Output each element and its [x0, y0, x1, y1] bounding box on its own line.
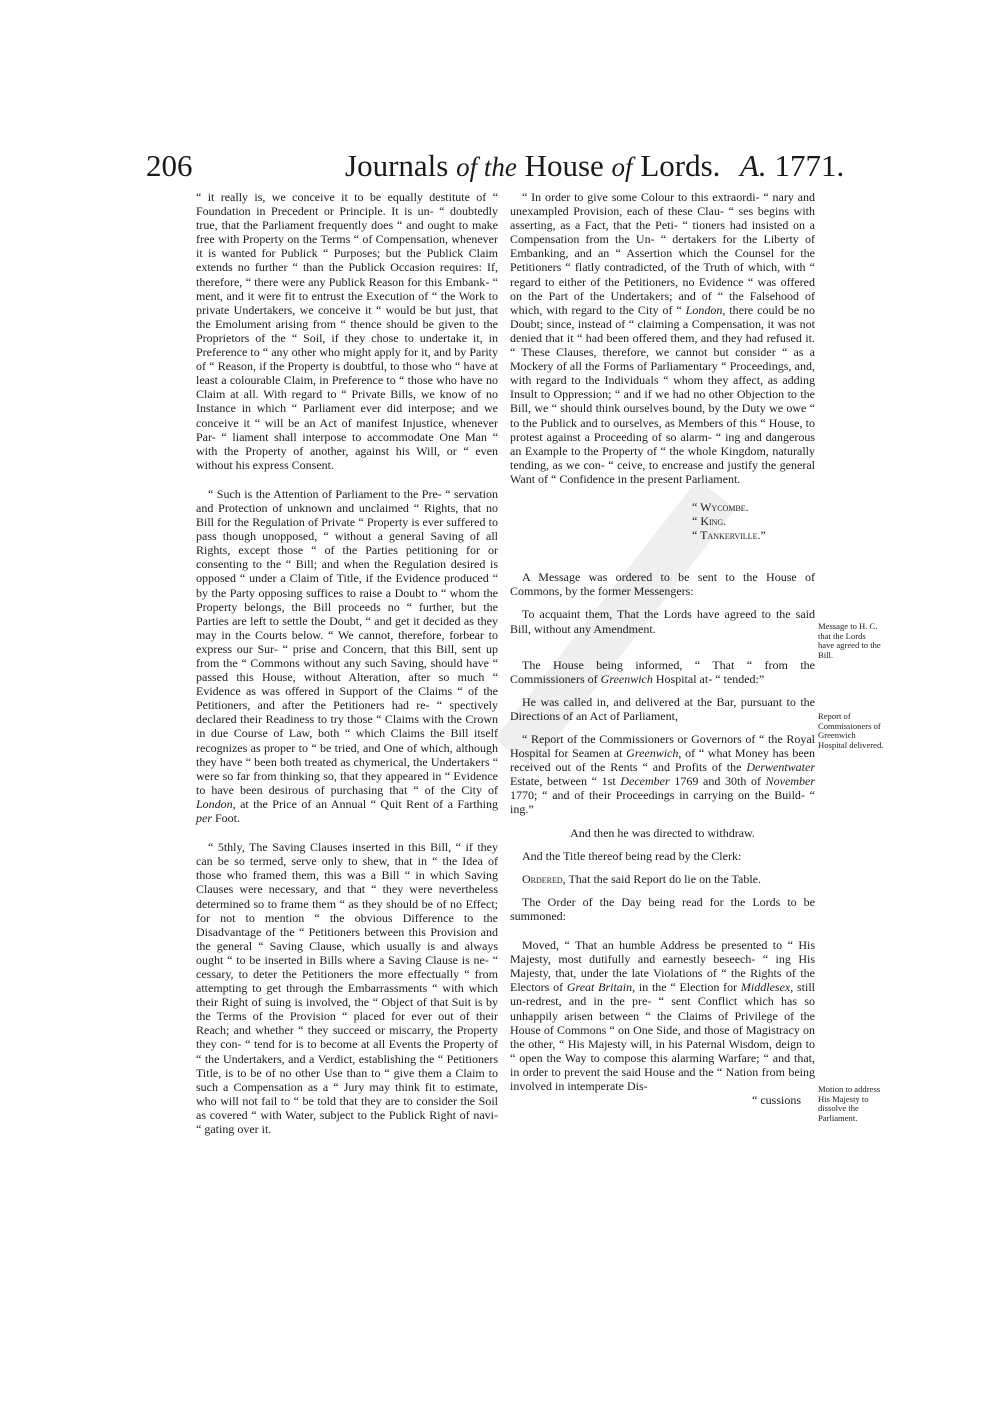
left-column	[196, 190, 498, 1136]
message-paragraph: A Message was ordered to be sent to the House of Commons, by the former Messengers:	[510, 570, 815, 599]
order-of-day-paragraph: The Order of the Day being read for the Lords to be summoned:	[510, 894, 815, 923]
protest-paragraph-3: “ 5thly, The Saving Clauses inserted in this Bill, “ if they can be so termed, serve only to shew, that in “ the Idea of those who framed them, this was a Bill “ in which Saving Clauses were necessary, and that “ they were nevertheless determined so to frame them “ as they should be of no Effect; for not to mention “ the obvious Difference to the Disadvantage of the “ Petitioners between this Provision and the general “ Saving Clause, which usually is and always ought “ to be inserted in Bills where a Saving Clause is ne- “ cessary, to deter the Petitioners the more effectually “ from attempting to get through the Embarrassments “ with which their Right of suing is involved, the “ Object of that Suit is by the Terms of the Provision “ placed for ever out of their Reach; and whether “ they succeed or miscarry, the Property they con- “ tend for is to become at all Events the Property of “ the Undertakers, and a Verdict, establishing the “ Petitioners Title, is to be of no other Use than to “ give them a Claim to such a Compensation as a “ Jury may think fit to estimate, who will not fail to “ be told that they are to consider the Soil as covered “ with Water, subject to the Publick Right of navi- “ gating over it.	[196, 840, 498, 1136]
right-column	[510, 190, 815, 1107]
signature-wycombe: “ Wycombe.	[692, 499, 749, 514]
catchword: “ cussions	[752, 1093, 801, 1108]
protest-paragraph-2: “ Such is the Attention of Parliament to the Pre- “ servation and Protection of unknown and unclaimed “ Rights, that no Bill for the Regulation of Private “ Property is ever suffered to pass though unopposed, “ without a general Saving of all Rights, except those “ of the Parties petitioning for or consenting to the “ Bill; and when the Regulation desired is opposed “ under a Claim of Title, if the Evidence produced “ by the Party opposing suffices to raise a Doubt to “ whom the Property belongs, the Bill proceeds no “ further, but the Parties are left to settle the Doubt, “ and get it decided as they may in the Courts below. “ We cannot, therefore, forbear to express our Sur- “ prise and Concern, that this Bill, sent up from the “ Commons without any such Saving, should have “ passed this House, without Alteration, after so much “ Evidence as was offered in Support of the Claims “ of the Petitioners, and after the Petitioners had re- “ spectively declared their Readiness to try those “ Claims with the Crown in due Course of Law, both “ which Claims the Bill itself recognizes as proper to “ be tried, and One of which, although they have “ been both treated as chymerical, the Undertakers “ were so far from thinking so, that they appeared in “ Evidence to have been desirous of purchasing that “ of the City of London, at the Price of an Annual “ Quit Rent of a Farthing per Foot.	[196, 486, 498, 826]
signature-tankerville: “ Tankerville.”	[692, 528, 766, 543]
acquaint-paragraph: To acquaint them, That the Lords have agreed to the said Bill, without any Amendment.	[510, 607, 815, 636]
signature-king: “ King.	[692, 514, 727, 529]
title-read-paragraph: And the Title thereof being read by the Clerk:	[522, 848, 742, 863]
margin-note-motion: Motion to address His Majesty to dissolve the Parliament.	[818, 1084, 881, 1123]
protest-paragraph-4: “ In order to give some Colour to this extraordi- “ nary and unexampled Provision, each of these Clau- “ ses begins with asserting, as a Fact, that the Peti- “ tioners had insisted on a Compensation from the Un- “ dertakers for the Liberty of Embanking, and an “ Assertion which the Counsel for the Petitioners “ flatly contradicted, of the Truth of which, with “ regard to either of the Petitioners, no Evidence “ was offered on the Part of the Undertakers; and of “ the Falsehood of which, with regard to the City of “ London, there could be no Doubt; since, instead of “ claiming a Compensation, it was not denied that it “ had been offered them, and they had refused it. “ These Clauses, therefore, we cannot but consider “ as a Mockery of all the Forms of Parliamentary “ Proceedings, and, with regard to the Individuals “ whom they affect, as adding Insult to Oppression; “ and if we had no other Objection to the Bill, we “ should think ourselves bound, by the Duty we owe “ to the Publick and to ourselves, as Members of this “ House, to protest against a Proceeding of so alarm- “ ing and dangerous an Example to the Property of “ the whole Kingdom, naturally tending, as we con- “ ceive, to encrease and justify the general Want of “ Confidence in the present Parliament.	[510, 190, 816, 486]
report-title-paragraph: “ Report of the Commissioners or Governors of “ the Royal Hospital for Seamen at Greenwich, of “ what Money has been received out of the Rents “ and Profits of the Derwentwater Estate, between “ 1st December 1769 and 30th of November 1770; “ and of their Proceedings in carrying on the Build- “ ing.”	[510, 732, 815, 817]
called-in-paragraph: He was called in, and delivered at the Bar, pursuant to the Directions of an Act of Parliament,	[510, 694, 815, 723]
ordered-paragraph: Ordered, That the said Report do lie on the Table.	[522, 871, 762, 886]
motion-paragraph: Moved, “ That an humble Address be presented to “ His Majesty, most dutifully and earnestly beseech- “ ing His Majesty, that, under the late Violations of “ the Rights of the Electors of Great Britain, in the “ Election for Middlesex, still un-redrest, and in the pre- “ sent Conflict which has so unhappily arisen between “ the Claims of Privilege of the House of Commons “ on One Side, and those of Magistracy on the other, “ His Majesty will, in his Paternal Wisdom, deign to “ open the Way to compose this alarming Warfare; “ and that, in order to prevent the said House and the “ Nation from being involved in intemperate Dis-	[510, 938, 815, 1093]
protest-paragraph-1: “ it really is, we conceive it to be equally destitute of “ Foundation in Precedent or Principle. It is un- “ doubtedly true, that the Parliament frequently does “ and ought to make free with Property on the Terms “ of Compensation, whenever it is wanted for Publick “ Purposes; but the Publick Claim extends no further “ than the Publick Occasion requires: If, therefore, “ there were any Publick Reason for this Embank- “ ment, and it were fit to entrust the Execution of “ the Work to private Undertakers, we conceive it “ would be but just, that the Emolument arising from “ thence should be given to the Proprietors of the “ Soil, if they chose to undertake it, in Preference to “ any other who might apply for it, and by Parity of “ Reason, if the Property is doubtful, to those who “ have at least a colourable Claim, in Preference to “ those who have no Claim at all. With regard to “ Private Bills, we know of no Instance in which “ Parliament ever did interpose; and we conceive it “ will be an Act of manifest Injustice, whenever Par- “ liament shall interpose to accommodate One Man “ with the Property of another, against his Will, or “ even without his express Consent.	[196, 190, 498, 472]
running-title: Journals of the House of Lords.	[345, 148, 721, 183]
running-year: A. 1771.	[740, 148, 845, 183]
withdraw-paragraph: And then he was directed to withdraw.	[570, 825, 755, 840]
margin-note-message: Message to H. C. that the Lords have agreed to the Bill.	[818, 621, 881, 660]
page-number: 206	[146, 148, 193, 183]
house-informed-paragraph: The House being informed, “ That “ from the Commissioners of Greenwich Hospital at- “ tended:”	[510, 657, 815, 686]
margin-note-report: Report of Commissioners of Greenwich Hospital delivered.	[818, 711, 884, 750]
